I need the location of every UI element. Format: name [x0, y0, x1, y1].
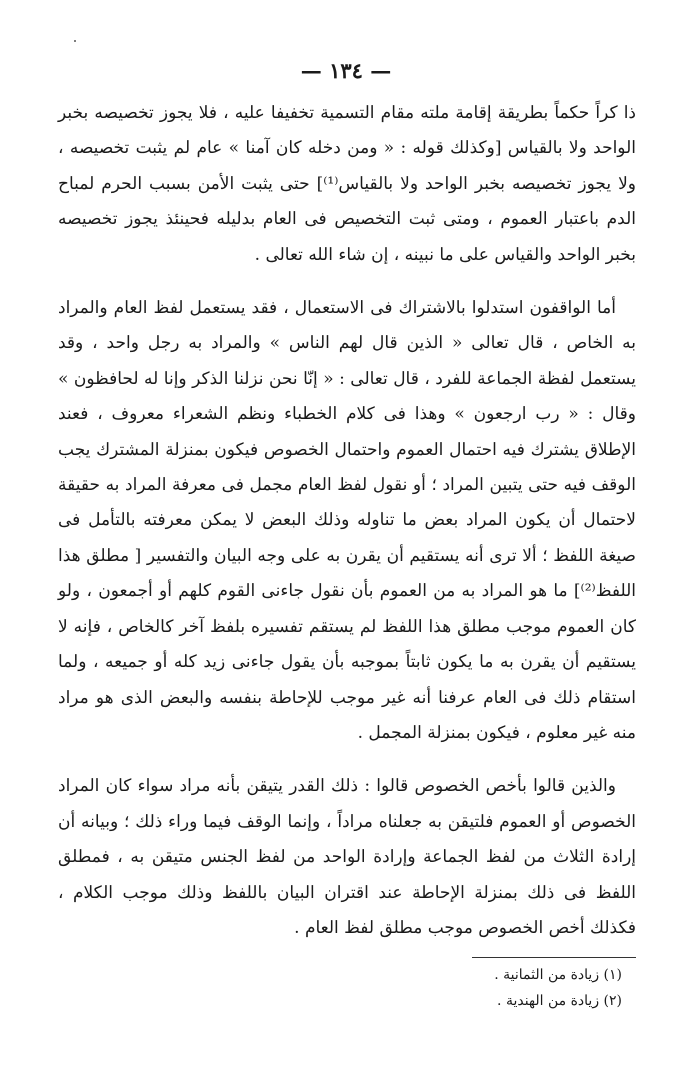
footnotes [300, 962, 636, 1014]
paragraph-2: أما الواقفون استدلوا بالاشتراك فى الاستعمال ، فقد يستعمل لفظ العام والمراد به الخاص ، قال تعالى « الذين قال لهم الناس » والمراد به رجل واحد ، وقد يستعمل لفظة الجماعة للفرد ، قال تعالى : « إنّا نحن نزلنا الذكر وإنا له لحافظون » وقال : « رب ارجعون » وهذا فى كلام الخطباء ونظم الشعراء معروف ، فعند الإطلاق يشترك فيه احتمال العموم واحتمال الخصوص فيكون بمنزلة المشترك يجب الوقف فيه حتى يتبين المراد ؛ أو نقول لفظ العام مجمل فى معرفة المراد به حقيقة لاحتمال أن يكون المراد بعض ما تناوله وذلك البعض لا يمكن معرفته بالتأمل فى صيغة اللفظ ؛ ألا ترى أنه يستقيم أن يقرن به على وجه البيان والتفسير [ مطلق هذا اللفظ⁽²⁾] ما هو المراد به من العموم بأن نقول جاءنى القوم كلهم أو أجمعون ، ولو كان العموم موجب مطلق هذا اللفظ لم يستقم تفسيره بلفظ آخر كالخاص ، فإنه لا يستقيم أن يقرن به ما يكون ثابتاً بموجبه بأن يقول جاءنى زيد كله أو جميعه ، ولما استقام ذلك فى العام عرفنا أنه غير موجب للإحاطة بنفسه والبعض الذى هو مراد منه غير معلوم ، فيكون بمنزلة المجمل . [58, 298, 636, 743]
scan-speck [74, 40, 76, 42]
footnote-1: (١) زيادة من الثمانية . [494, 967, 622, 983]
page-number: — ١٣٤ — [300, 58, 392, 83]
footnote-2: (٢) زيادة من الهندية . [497, 993, 622, 1009]
paragraph-1: ذا كراً حكماً بطريقة إقامة ملته مقام التسمية تخفيفا عليه ، فلا يجوز تخصيصه بخبر الواحد ولا بالقياس [وكذلك قوله : « ومن دخله كان آمنا » عام لم يثبت تخصيصه ، ولا يجوز تخصيصه بخبر الواحد ولا بالقياس⁽¹⁾] حتى يثبت الأمن بسبب الحرم لمباح الدم باعتبار العموم ، ومتى ثبت التخصيص فى العام بدليله فحينئذ يجوز تخصيصه بخبر الواحد والقياس على ما نبينه ، إن شاء الله تعالى . [58, 103, 636, 265]
paragraph-3: والذين قالوا بأخص الخصوص قالوا : ذلك القدر يتيقن بأنه مراد سواء كان المراد الخصوص أو العموم فلتيقن به جعلناه مراداً ، وإنما الوقف فيما وراء ذلك ؛ وبيانه أن إرادة الثلاث من لفظ الجماعة وإرادة الواحد من لفظ الجنس متيقن به ، فمطلق اللفظ فى ذلك بمنزلة الإحاطة عند اقتران البيان باللفظ وذلك موجب الكلام ، فكذلك أخص الخصوص موجب مطلق لفظ العام . [58, 776, 636, 938]
footnote-divider [472, 957, 636, 958]
body-text [58, 96, 636, 946]
